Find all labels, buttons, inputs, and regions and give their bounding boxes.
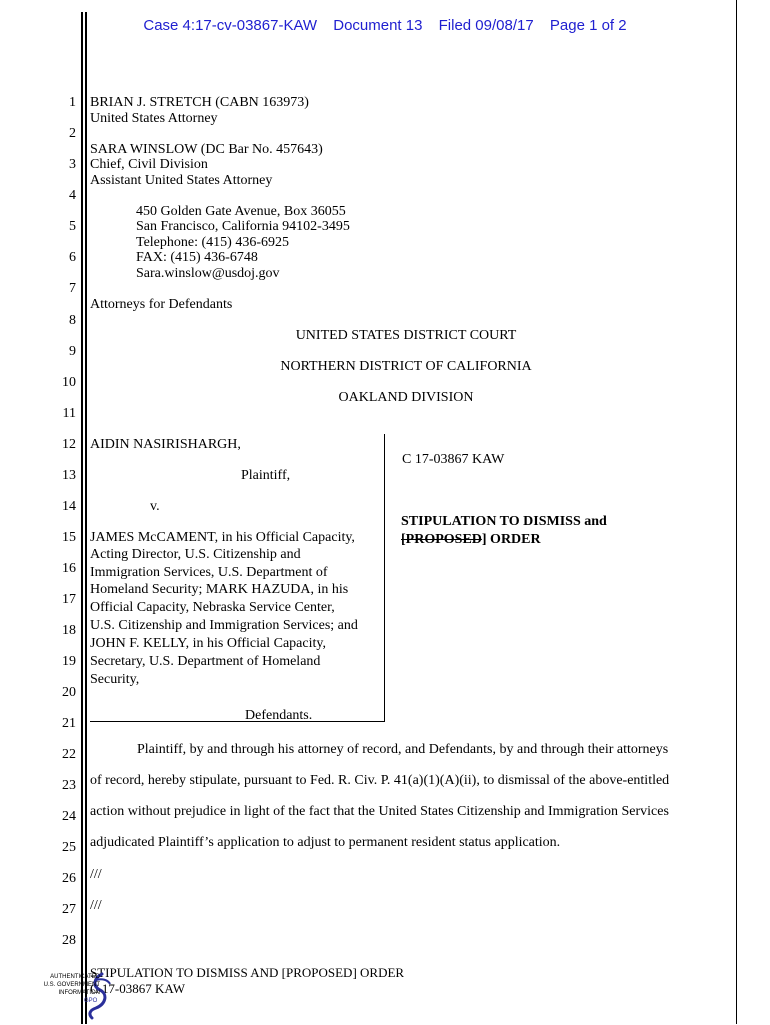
line-number: 28 (62, 933, 76, 948)
defendant-line: Immigration Services, U.S. Department of (90, 565, 328, 580)
seal-text-1: AUTHENTICATED (50, 974, 100, 980)
line-number: 4 (69, 188, 76, 203)
line-number: 18 (62, 623, 76, 638)
versus: v. (150, 499, 160, 514)
footer-case-number: C 17-03867 KAW (90, 981, 186, 996)
line-number: 8 (69, 313, 76, 328)
gpo-seal (40, 968, 120, 1020)
defendants-label: Defendants. (245, 708, 313, 723)
case-header (0, 17, 770, 34)
email: Sara.winslow@usdoj.gov (136, 266, 280, 281)
body-line-25: adjudicated Plaintiff’s application to adjust to permanent resident status application. (90, 835, 561, 850)
proposed-struck-text: [PROPOSED (401, 532, 482, 547)
telephone: Telephone: (415) 436-6925 (136, 235, 289, 250)
body-line-27: /// (90, 898, 102, 913)
header-case-number: Case 4:17-cv-03867-KAW (143, 17, 318, 34)
attorney-title-2a: Chief, Civil Division (90, 157, 208, 172)
seal-text-4: GPO (84, 998, 98, 1004)
court-division: OAKLAND DIVISION (338, 390, 474, 405)
line-number: 21 (62, 716, 76, 731)
line-number: 24 (62, 809, 76, 824)
line-number: 26 (62, 871, 76, 886)
footer-title: STIPULATION TO DISMISS AND [PROPOSED] ORDER (90, 965, 405, 980)
document-title-line-2 (401, 532, 541, 548)
attorney-title-2b: Assistant United States Attorney (90, 173, 273, 188)
line-number: 5 (69, 219, 76, 234)
line-number: 27 (62, 902, 76, 917)
line-number: 17 (62, 592, 76, 607)
line-number: 16 (62, 561, 76, 576)
caption-vertical-rule (384, 434, 385, 722)
case-number: C 17-03867 KAW (402, 452, 505, 467)
body-line-26: /// (90, 867, 102, 882)
body-line-22: Plaintiff, by and through his attorney of record, and Defendants, by and through their attorneys (137, 742, 669, 757)
line-number: 9 (69, 344, 76, 359)
line-number: 1 (69, 95, 76, 110)
defendant-line: JAMES McCAMENT, in his Official Capacity, (90, 530, 355, 545)
left-margin-rule-inner (85, 12, 87, 1024)
defendant-line: Secretary, U.S. Department of Homeland (90, 654, 321, 669)
defendant-line: Acting Director, U.S. Citizenship and (90, 547, 301, 562)
defendant-line: Homeland Security; MARK HAZUDA, in his (90, 582, 349, 597)
fax: FAX: (415) 436-6748 (136, 250, 258, 265)
body-line-23: of record, hereby stipulate, pursuant to Fed. R. Civ. P. 41(a)(1)(A)(ii), to dismissal of the above-entitled (90, 773, 670, 788)
attorney-title-1: United States Attorney (90, 111, 218, 126)
line-number: 23 (62, 778, 76, 793)
plaintiff-label: Plaintiff, (241, 468, 291, 483)
defendant-line: Security, (90, 672, 140, 687)
plaintiff-name: AIDIN NASIRISHARGH, (90, 437, 241, 452)
defendant-line: JOHN F. KELLY, in his Official Capacity, (90, 636, 326, 651)
court-district: NORTHERN DISTRICT OF CALIFORNIA (280, 359, 532, 374)
line-number: 25 (62, 840, 76, 855)
header-document-number: Document 13 (333, 17, 423, 34)
line-number: 7 (69, 281, 76, 296)
court-name: UNITED STATES DISTRICT COURT (295, 328, 517, 343)
seal-text-3: INFORMATION (58, 990, 100, 996)
line-number: 15 (62, 530, 76, 545)
defendant-line: Official Capacity, Nebraska Service Center, (90, 600, 335, 615)
line-number: 14 (62, 499, 76, 514)
line-number: 3 (69, 157, 76, 172)
line-number: 10 (62, 375, 76, 390)
body-line-24: action without prejudice in light of the fact that the United States Citizenship and Immigration Services (90, 804, 669, 819)
defendant-line: U.S. Citizenship and Immigration Services; and (90, 618, 358, 633)
attorney-name-1: BRIAN J. STRETCH (CABN 163973) (90, 95, 309, 110)
header-filed-date: Filed 09/08/17 (438, 17, 534, 34)
left-margin-rule-outer (81, 12, 83, 1024)
line-number: 22 (62, 747, 76, 762)
order-text: ] ORDER (481, 532, 541, 547)
line-number: 12 (62, 437, 76, 452)
header-page-number: Page 1 of 2 (549, 17, 627, 34)
line-number: 11 (62, 406, 76, 421)
line-number: 20 (62, 685, 76, 700)
address-line-2: San Francisco, California 94102-3495 (136, 219, 350, 234)
caption-bottom-rule (90, 721, 385, 722)
seal-text-2: U.S. GOVERNMENT (43, 982, 100, 988)
address-line-1: 450 Golden Gate Avenue, Box 36055 (136, 204, 346, 219)
line-number: 13 (62, 468, 76, 483)
line-number: 2 (69, 126, 76, 141)
attorneys-for-label: Attorneys for Defendants (90, 297, 233, 312)
document-title-line-1: STIPULATION TO DISMISS and (401, 514, 607, 529)
attorney-name-2: SARA WINSLOW (DC Bar No. 457643) (90, 142, 323, 157)
right-margin-rule (736, 0, 737, 1024)
line-number: 19 (62, 654, 76, 669)
line-number: 6 (69, 250, 76, 265)
